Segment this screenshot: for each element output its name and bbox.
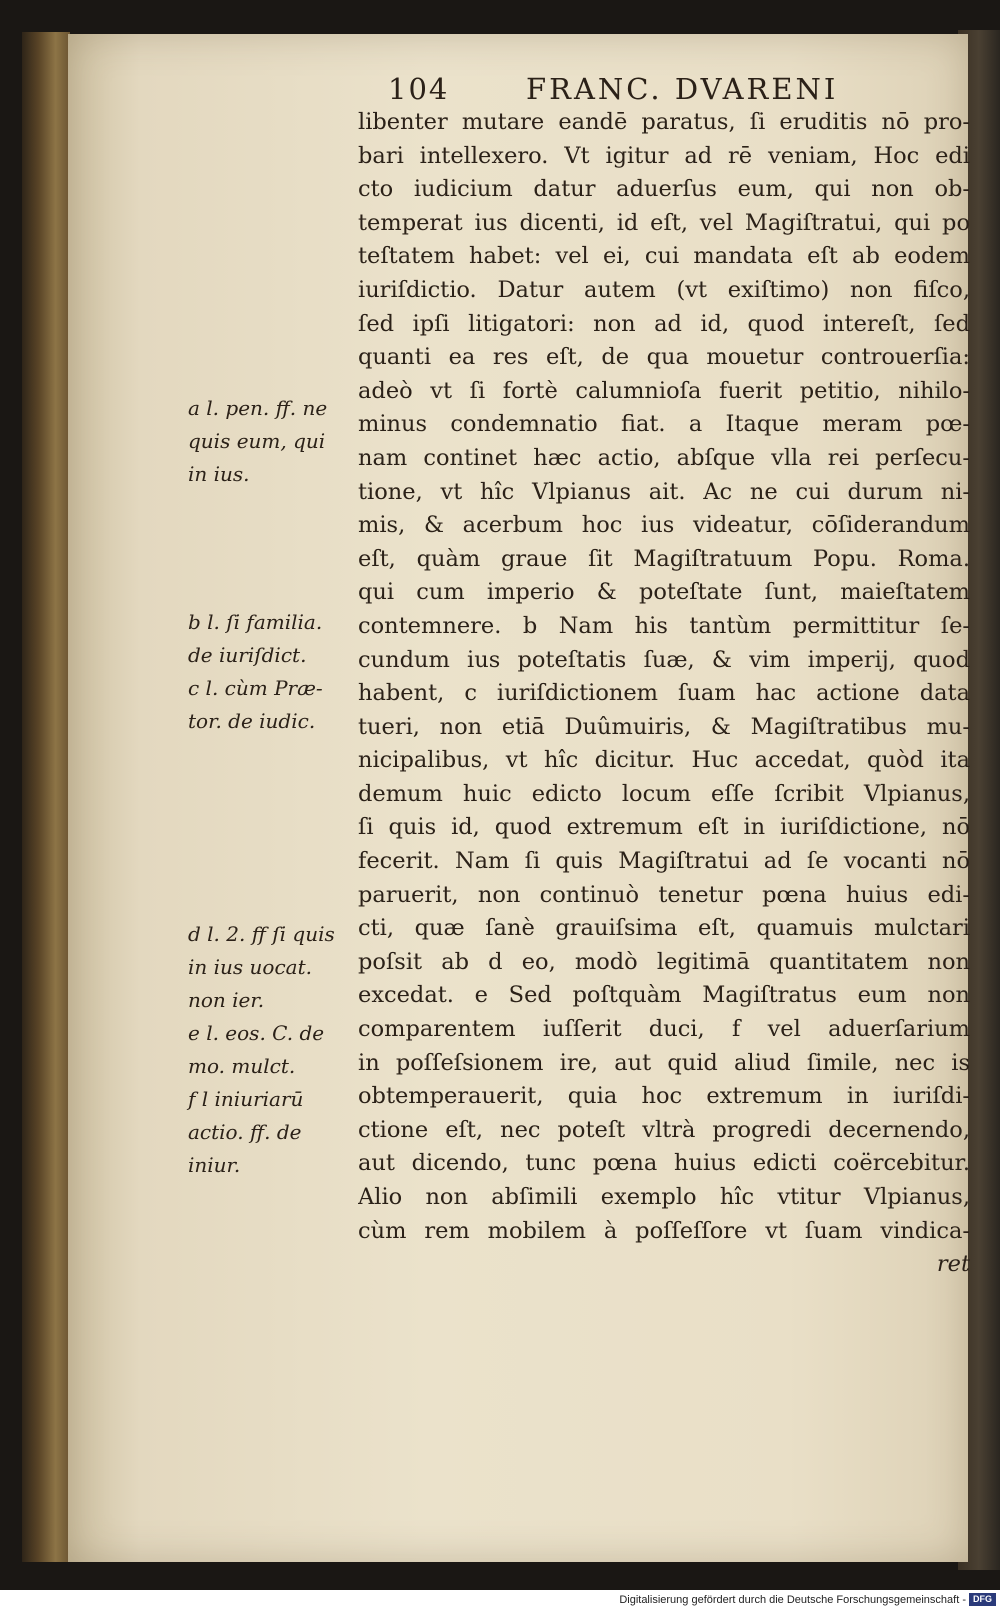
running-title: FRANC. DVARENI xyxy=(526,72,839,106)
text-line: tueri, non etiā Duûmuiris, & Magiſtratibus mu- xyxy=(358,713,970,740)
footer-credit: Digitalisierung gefördert durch die Deutsche Forschungsgemeinschaft - xyxy=(619,1594,966,1606)
text-line: mis, & acerbum hoc ius videatur, cōſiderandum xyxy=(358,512,970,539)
catchword: ret xyxy=(936,1251,970,1278)
text-line: teſtatem habet: vel ei, cui mandata eſt ab eodem xyxy=(358,243,970,270)
text-line: aut dicendo, tunc pœna huius edicti coërcebitur. xyxy=(358,1150,970,1177)
text-line: eſt, quàm graue ſit Magiſtratuum Popu. Roma. xyxy=(358,545,970,572)
marginal-note-line: in ius. xyxy=(188,462,250,486)
text-line: temperat ius dicenti, id eſt, vel Magiſtratui, qui po xyxy=(358,209,970,236)
marginal-note-line: tor. de iudic. xyxy=(188,709,316,733)
marginal-note-line: iniur. xyxy=(188,1153,241,1177)
text-line: cto iudicium datur aduerſus eum, qui non ob- xyxy=(358,176,970,203)
text-line: ſed ipſi litigatori: non ad id, quod intereſt, ſed xyxy=(358,310,970,337)
text-line: nicipalibus, vt hîc dicitur. Huc accedat, quòd ita xyxy=(358,747,970,774)
text-line: contemnere. b Nam his tantùm permittitur ſe- xyxy=(358,612,970,639)
text-line: demum huic edicto locum eſſe ſcribit Vlpianus, xyxy=(358,780,970,807)
marginal-note-line: quis eum, qui xyxy=(188,429,326,453)
text-line: ctione eſt, nec poteſt vltrà progredi decernendo, xyxy=(358,1116,970,1143)
marginal-note-line: b l. ſi familia. xyxy=(188,610,323,634)
marginal-note-line: de iuriſdict. xyxy=(188,643,307,667)
page-number: 104 xyxy=(388,72,450,106)
text-line: iuriſdictio. Datur autem (vt exiſtimo) non fiſco, xyxy=(358,276,970,303)
marginal-note-line: d l. 2. ff ſi quis xyxy=(188,922,335,946)
text-line: tione, vt hîc Vlpianus ait. Ac ne cui durum ni- xyxy=(358,478,970,505)
text-line: cundum ius poteſtatis ſuæ, & vim imperij, quod xyxy=(358,646,970,673)
marginal-note-a xyxy=(188,392,358,491)
text-line: cti, quæ ſanè grauiſsima eſt, quamuis mulctari xyxy=(358,915,970,942)
marginal-note-line: non ier. xyxy=(188,988,265,1012)
text-line: Alio non abſimili exemplo hîc vtitur Vlpianus, xyxy=(358,1184,970,1210)
dfg-logo: DFG xyxy=(969,1593,996,1606)
text-line: poſsit ab d eo, modò legitimā quantitatem non xyxy=(358,948,970,975)
text-line: excedat. e Sed poſtquàm Magiſtratus eum non xyxy=(358,982,970,1009)
text-line: libenter mutare eandē paratus, ſi eruditis nō pro- xyxy=(358,109,970,135)
marginal-note-d-e-f xyxy=(188,918,358,1182)
marginal-note-line: a l. pen. ff. ne xyxy=(188,396,328,420)
text-line: minus condemnatio fiat. a Itaque meram pœ- xyxy=(358,411,970,438)
marginal-note-line: e l. eos. C. de xyxy=(188,1021,325,1045)
text-line: in poſſeſsionem ire, aut quid aliud ſimile, nec is xyxy=(358,1049,970,1076)
marginal-note-line: in ius uocat. xyxy=(188,955,312,979)
text-line: nam continet hæc actio, abſque vlla rei perſecu- xyxy=(358,444,970,471)
marginal-note-b-c xyxy=(188,606,358,738)
book-spine-edge xyxy=(22,32,70,1562)
text-line: cùm rem mobilem à poſſeſſore vt ſuam vindica- xyxy=(358,1217,970,1244)
text-line: adeò vt ſi fortè calumnioſa fuerit petitio, nihilo- xyxy=(358,377,970,404)
main-text-block xyxy=(358,106,970,1282)
text-line: paruerit, non continuò tenetur pœna huius edi- xyxy=(358,881,970,908)
text-line: quanti ea res eſt, de qua mouetur controuerſia: xyxy=(358,344,970,371)
text-line: comparentem iuſſerit duci, f vel aduerſarium xyxy=(358,1016,970,1043)
marginal-note-line: actio. ff. de xyxy=(188,1120,302,1144)
marginal-note-line: mo. mulct. xyxy=(188,1054,296,1078)
text-line: habent, c iuriſdictionem ſuam hac actione data xyxy=(358,680,970,707)
marginal-note-line: f l iniuriarū xyxy=(188,1087,304,1111)
text-line: qui cum imperio & poteſtate ſunt, maieſtatem xyxy=(358,579,970,606)
text-line: obtemperauerit, quia hoc extremum in iuriſdi- xyxy=(358,1083,970,1110)
text-line: bari intellexero. Vt igitur ad rē veniam, Hoc edi xyxy=(358,142,970,169)
marginal-note-line: c l. cùm Præ- xyxy=(188,676,323,700)
text-line: ſi quis id, quod extremum eſt in iuriſdictione, nō xyxy=(358,814,970,841)
text-line: fecerit. Nam ſi quis Magiſtratui ad ſe vocanti nō xyxy=(358,848,970,875)
